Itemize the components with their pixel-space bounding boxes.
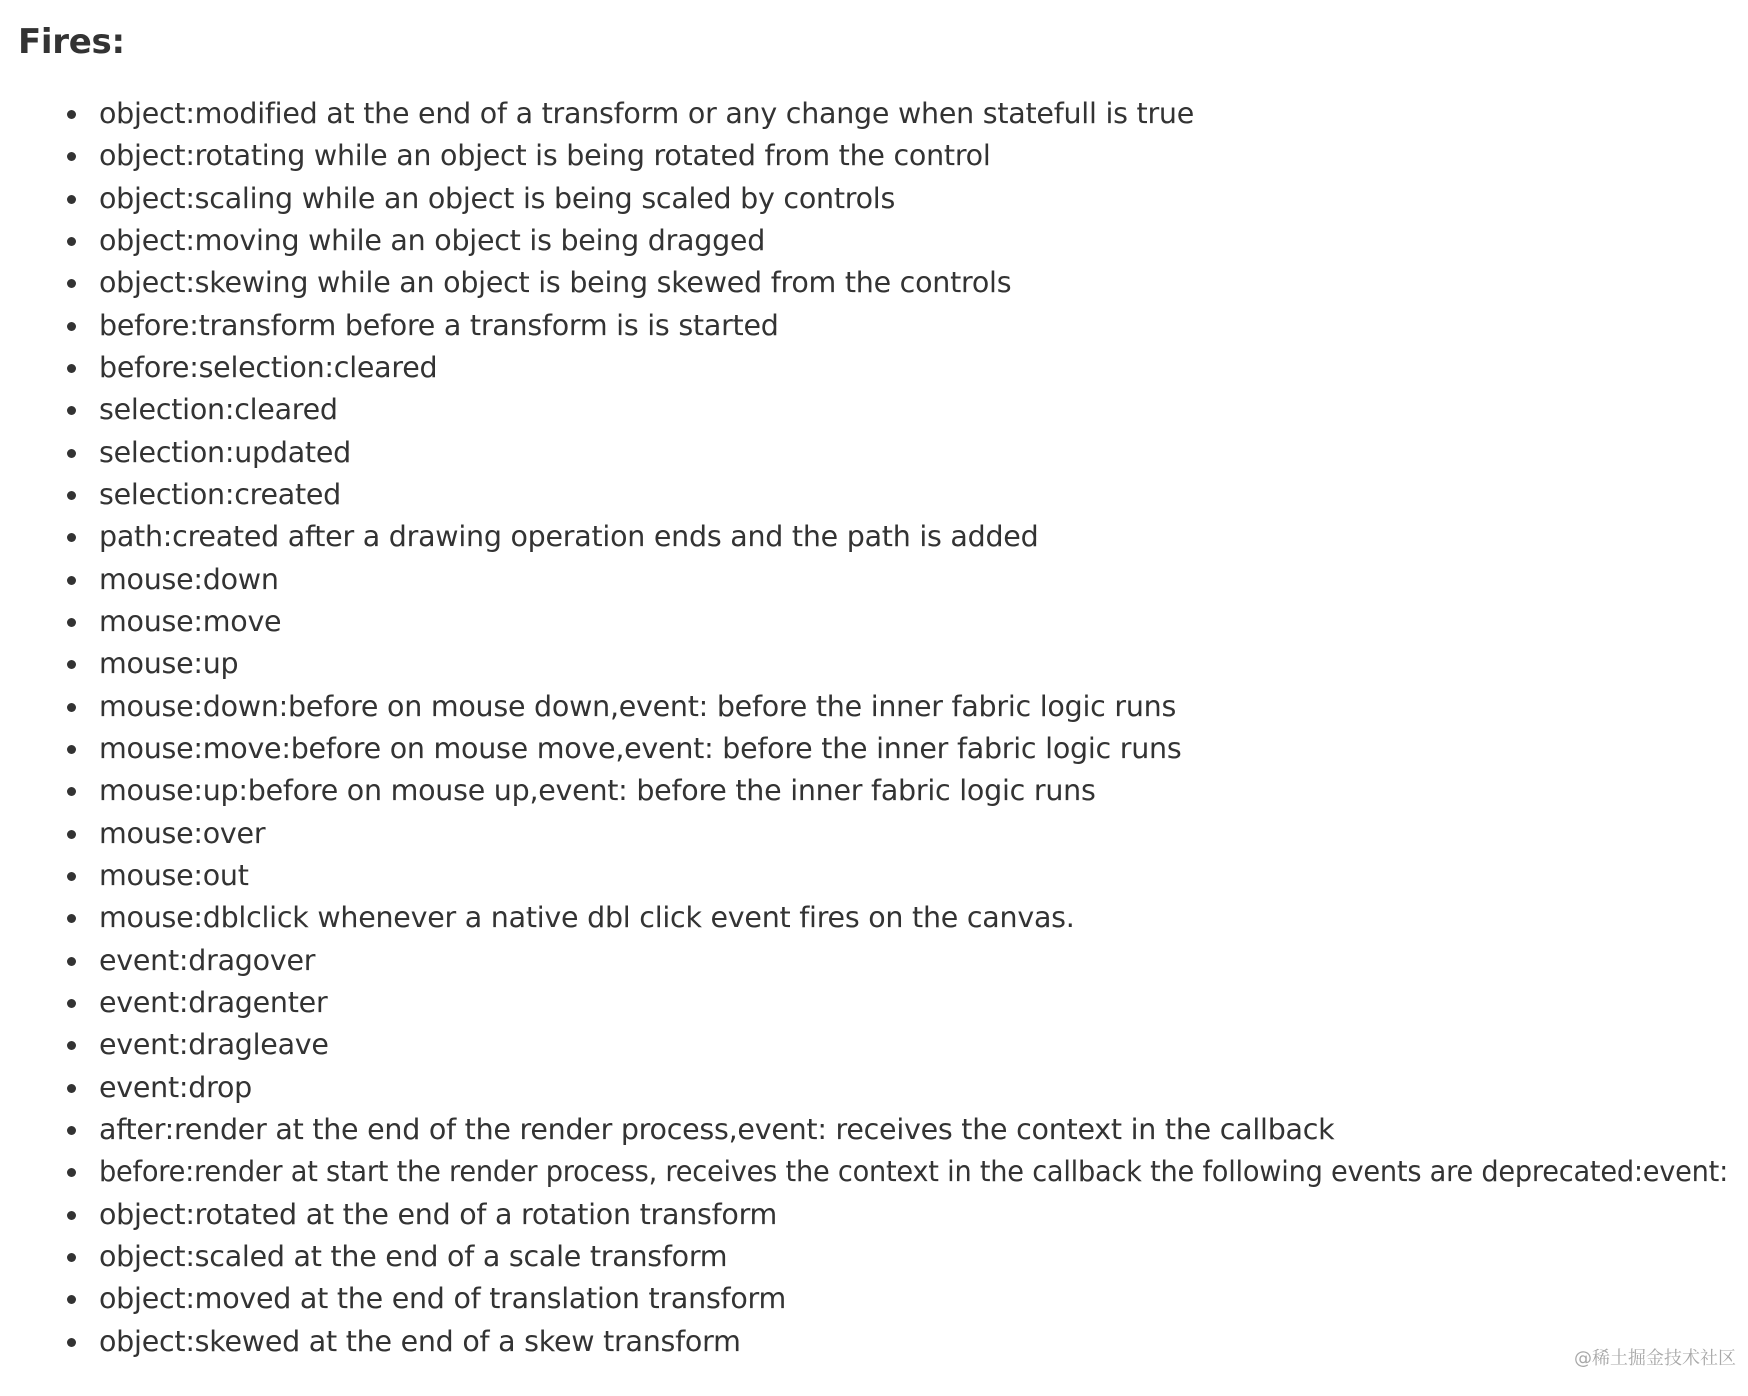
event-text: object:modified at the end of a transform or any change when statefull is true [99, 97, 1195, 130]
event-text: event:dragenter [99, 985, 328, 1019]
event-list-item [99, 93, 1748, 135]
section-heading: Fires: [18, 22, 125, 62]
event-text: event:dragleave [99, 1028, 329, 1062]
event-list-item [99, 728, 1748, 770]
bullet-icon [67, 195, 76, 204]
event-list-item [99, 305, 1748, 347]
event-list-item [99, 1024, 1748, 1066]
event-list-item [99, 262, 1748, 304]
event-text: path:created after a drawing operation ends and the path is added [99, 520, 1039, 554]
bullet-icon [67, 914, 76, 923]
bullet-icon [67, 957, 76, 966]
event-list-item [99, 432, 1748, 474]
event-text: selection:created [99, 477, 342, 511]
event-text: mouse:over [99, 816, 266, 850]
bullet-icon [67, 364, 76, 373]
bullet-icon [67, 872, 76, 881]
event-text: mouse:move [99, 604, 282, 638]
bullet-icon [67, 618, 76, 627]
bullet-icon [67, 660, 76, 669]
event-text: selection:updated [99, 435, 351, 469]
bullet-icon [67, 1126, 76, 1135]
bullet-icon [67, 703, 76, 712]
event-text: mouse:move:before on mouse move,event: before the inner fabric logic runs [99, 731, 1182, 765]
event-list-item [99, 897, 1748, 939]
event-list-item [99, 178, 1748, 220]
event-text: event:dragover [99, 943, 316, 977]
bullet-icon [67, 1084, 76, 1093]
event-text: object:moved at the end of translation transform [99, 1282, 787, 1316]
bullet-icon [67, 830, 76, 839]
event-text: mouse:dblclick whenever a native dbl click event fires on the canvas. [99, 901, 1075, 935]
bullet-icon [67, 1295, 76, 1304]
event-list-item [99, 643, 1748, 685]
event-list-item [99, 770, 1748, 812]
event-text: before:selection:cleared [99, 350, 438, 384]
bullet-icon [67, 1211, 76, 1220]
event-list-item [99, 559, 1748, 601]
event-list-item [99, 1278, 1748, 1320]
event-text: selection:cleared [99, 393, 338, 427]
event-text: object:moving while an object is being dragged [99, 223, 766, 257]
event-text: object:rotated at the end of a rotation transform [99, 1197, 778, 1231]
bullet-icon [67, 1253, 76, 1262]
bullet-icon [67, 322, 76, 331]
event-list-item [99, 474, 1748, 516]
bullet-icon [67, 491, 76, 500]
event-list-item [99, 1067, 1748, 1109]
event-list-item [99, 1109, 1748, 1151]
bullet-icon [67, 999, 76, 1008]
event-list-item [99, 1151, 1748, 1193]
bullet-icon [67, 576, 76, 585]
event-text: mouse:down [99, 562, 279, 596]
event-list-item [99, 982, 1748, 1024]
event-list-item [99, 220, 1748, 262]
bullet-icon [67, 449, 76, 458]
event-list-item [99, 1236, 1748, 1278]
event-text: before:render at start the render process, receives the context in the callback the following events are deprecated:event: [99, 1155, 1729, 1189]
bullet-icon [67, 787, 76, 796]
bullet-icon [67, 110, 76, 119]
event-text: object:scaled at the end of a scale transform [99, 1239, 728, 1273]
bullet-icon [67, 1041, 76, 1050]
event-list-item [99, 135, 1748, 177]
event-list-item [99, 855, 1748, 897]
event-list-item [99, 347, 1748, 389]
events-list [0, 93, 1748, 1363]
event-list-item [99, 813, 1748, 855]
event-text: mouse:out [99, 858, 249, 892]
event-text: event:drop [99, 1070, 252, 1104]
event-text: mouse:up:before on mouse up,event: before the inner fabric logic runs [99, 774, 1096, 808]
event-list-item [99, 516, 1748, 558]
event-list-item [99, 1194, 1748, 1236]
event-text: mouse:down:before on mouse down,event: before the inner fabric logic runs [99, 689, 1177, 723]
bullet-icon [67, 406, 76, 415]
event-text: before:transform before a transform is is started [99, 308, 779, 342]
bullet-icon [67, 745, 76, 754]
bullet-icon [67, 1168, 76, 1177]
event-text: object:scaling while an object is being scaled by controls [99, 181, 896, 215]
event-text: object:skewed at the end of a skew transform [99, 1324, 741, 1358]
bullet-icon [67, 1338, 76, 1347]
event-list-item [99, 601, 1748, 643]
bullet-icon [67, 237, 76, 246]
event-list-item [99, 389, 1748, 431]
event-text: after:render at the end of the render process,event: receives the context in the callback [99, 1112, 1335, 1146]
bullet-icon [67, 152, 76, 161]
watermark: @稀土掘金技术社区 [1574, 1348, 1736, 1369]
event-list-item [99, 1321, 1748, 1363]
event-text: object:rotating while an object is being rotated from the control [99, 139, 991, 173]
event-list-item [99, 940, 1748, 982]
bullet-icon [67, 279, 76, 288]
event-list-item [99, 686, 1748, 728]
bullet-icon [67, 533, 76, 542]
event-text: object:skewing while an object is being skewed from the controls [99, 266, 1012, 300]
event-text: mouse:up [99, 647, 239, 681]
